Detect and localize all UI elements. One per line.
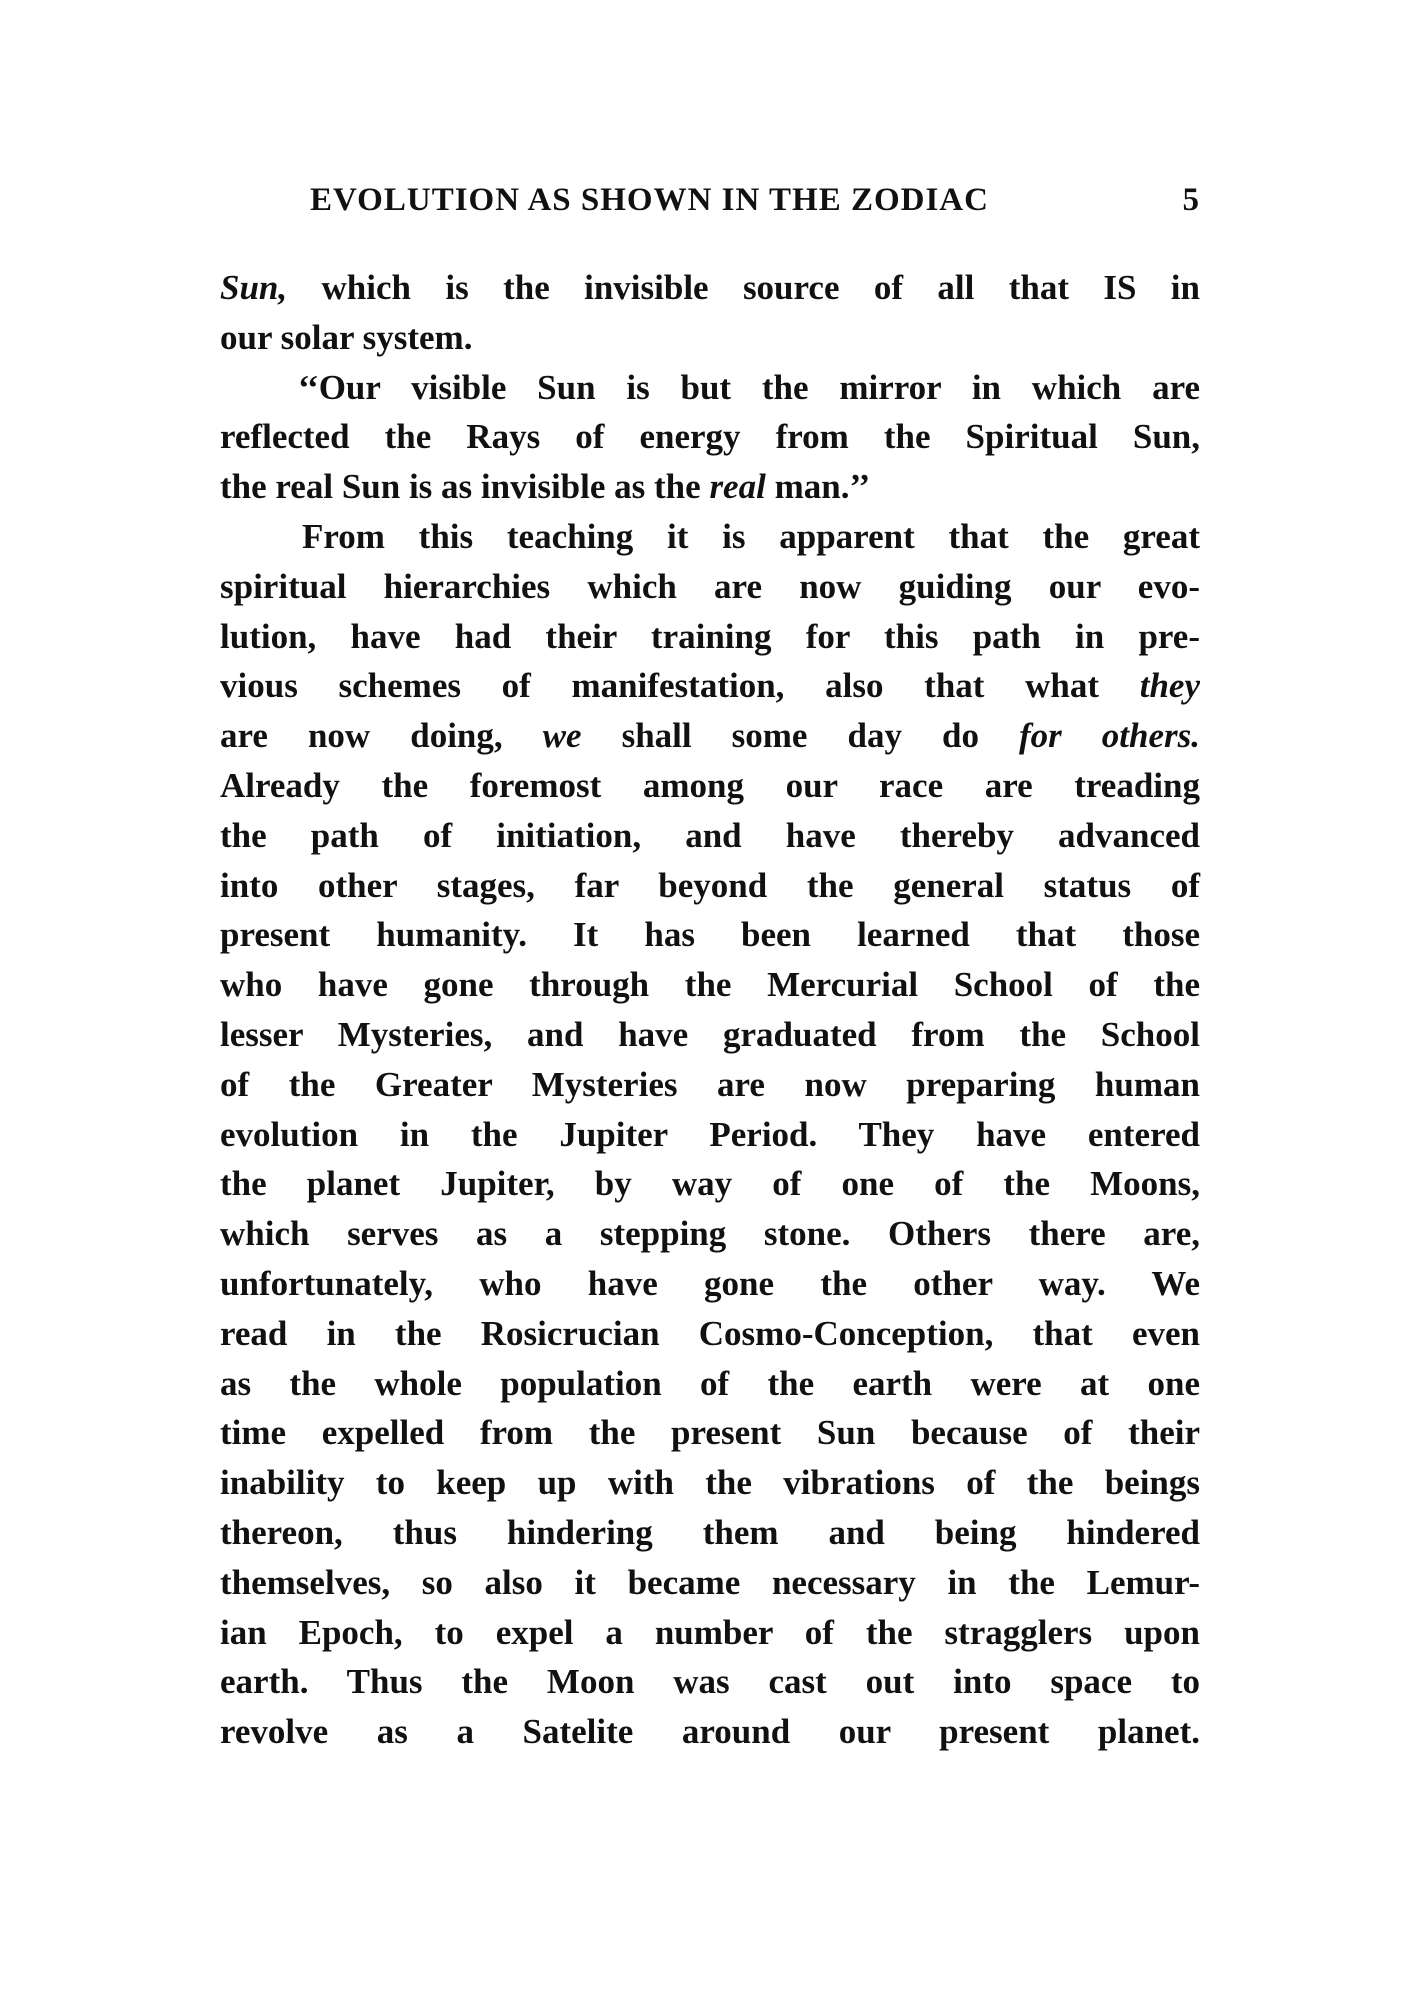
- text-line: [220, 1259, 1200, 1309]
- line-text: vious schemes of manifestation, also that what: [220, 666, 1140, 706]
- line-text: ‘‘Our visible Sun is but the mirror in which are: [298, 367, 1200, 407]
- line-text: Already the foremost among our race are treading: [220, 765, 1200, 805]
- text-line: [220, 1359, 1200, 1409]
- text-line: [220, 1159, 1200, 1209]
- line-text: are now doing,: [220, 716, 543, 756]
- line-text: which serves as a stepping stone. Others there are,: [220, 1214, 1200, 1254]
- text-line: [220, 1657, 1200, 1707]
- text-line: [220, 363, 1200, 413]
- running-head: [220, 182, 1200, 232]
- line-text: into other stages, far beyond the general status of: [220, 865, 1200, 905]
- line-text: read in the Rosicrucian Cosmo-Conception, that even: [220, 1313, 1200, 1353]
- line-text: who have gone through the Mercurial School of the: [220, 965, 1200, 1005]
- text-line: [220, 711, 1200, 761]
- italic-word: real: [709, 467, 766, 507]
- italic-word: we: [542, 716, 582, 756]
- text-line: [220, 1707, 1200, 1757]
- text-line: [220, 412, 1200, 462]
- text-line: [220, 1458, 1200, 1508]
- line-text: our solar system.: [220, 317, 473, 357]
- line-text: reflected the Rays of energy from the Spiritual Sun,: [220, 417, 1200, 457]
- line-text: the planet Jupiter, by way of one of the Moons,: [220, 1164, 1200, 1204]
- text-line: [220, 960, 1200, 1010]
- text-line: [220, 1010, 1200, 1060]
- line-text: the path of initiation, and have thereby advanced: [220, 815, 1200, 855]
- line-text: present humanity. It has been learned that those: [220, 915, 1200, 955]
- line-text: revolve as a Satelite around our present planet.: [220, 1712, 1200, 1752]
- text-line: [220, 761, 1200, 811]
- text-line: [220, 462, 1200, 512]
- text-line: [220, 512, 1200, 562]
- text-line: [220, 1608, 1200, 1658]
- text-line: [220, 1508, 1200, 1558]
- text-line: [220, 1408, 1200, 1458]
- line-text: lution, have had their training for this path in pre-: [220, 616, 1200, 656]
- line-text: thereon, thus hindering them and being hindered: [220, 1512, 1200, 1552]
- text-line: [220, 1110, 1200, 1160]
- line-text: man.’’: [765, 467, 871, 507]
- running-title: EVOLUTION AS SHOWN IN THE ZODIAC: [310, 182, 989, 218]
- line-text: ian Epoch, to expel a number of the stragglers upon: [220, 1612, 1200, 1652]
- text-line: [220, 861, 1200, 911]
- line-text: shall some day do: [581, 716, 1019, 756]
- text-line: [220, 1309, 1200, 1359]
- italic-word: Sun,: [220, 268, 288, 307]
- line-text: unfortunately, who have gone the other way. We: [220, 1263, 1200, 1303]
- line-text: earth. Thus the Moon was cast out into space to: [220, 1662, 1200, 1702]
- line-text: as the whole population of the earth were at one: [220, 1363, 1200, 1403]
- line-text: time expelled from the present Sun because of their: [220, 1413, 1200, 1453]
- text-line: [220, 263, 1200, 313]
- line-text: inability to keep up with the vibrations of the beings: [220, 1463, 1200, 1503]
- line-text: evolution in the Jupiter Period. They have entered: [220, 1114, 1200, 1154]
- text-line: [220, 612, 1200, 662]
- text-line: [220, 661, 1200, 711]
- line-text: which is the invisible source of all that IS in: [287, 268, 1200, 307]
- line-text: spiritual hierarchies which are now guiding our evo-: [220, 566, 1200, 606]
- body-text: [220, 263, 1200, 1757]
- line-text: of the Greater Mysteries are now preparing human: [220, 1064, 1200, 1104]
- italic-word: for others.: [1018, 716, 1200, 756]
- text-line: [220, 562, 1200, 612]
- text-line: [220, 910, 1200, 960]
- text-line: [220, 313, 1200, 363]
- line-text: themselves, so also it became necessary in the Lemur-: [220, 1562, 1200, 1602]
- line-text: the real Sun is as invisible as the: [220, 467, 710, 507]
- line-text: lesser Mysteries, and have graduated from the School: [220, 1014, 1200, 1054]
- text-line: [220, 1558, 1200, 1608]
- text-line: [220, 1060, 1200, 1110]
- text-line: [220, 811, 1200, 861]
- text-line: [220, 1209, 1200, 1259]
- italic-word: they: [1139, 666, 1200, 706]
- page-number: 5: [1182, 182, 1200, 218]
- line-text: From this teaching it is apparent that the great: [302, 516, 1200, 556]
